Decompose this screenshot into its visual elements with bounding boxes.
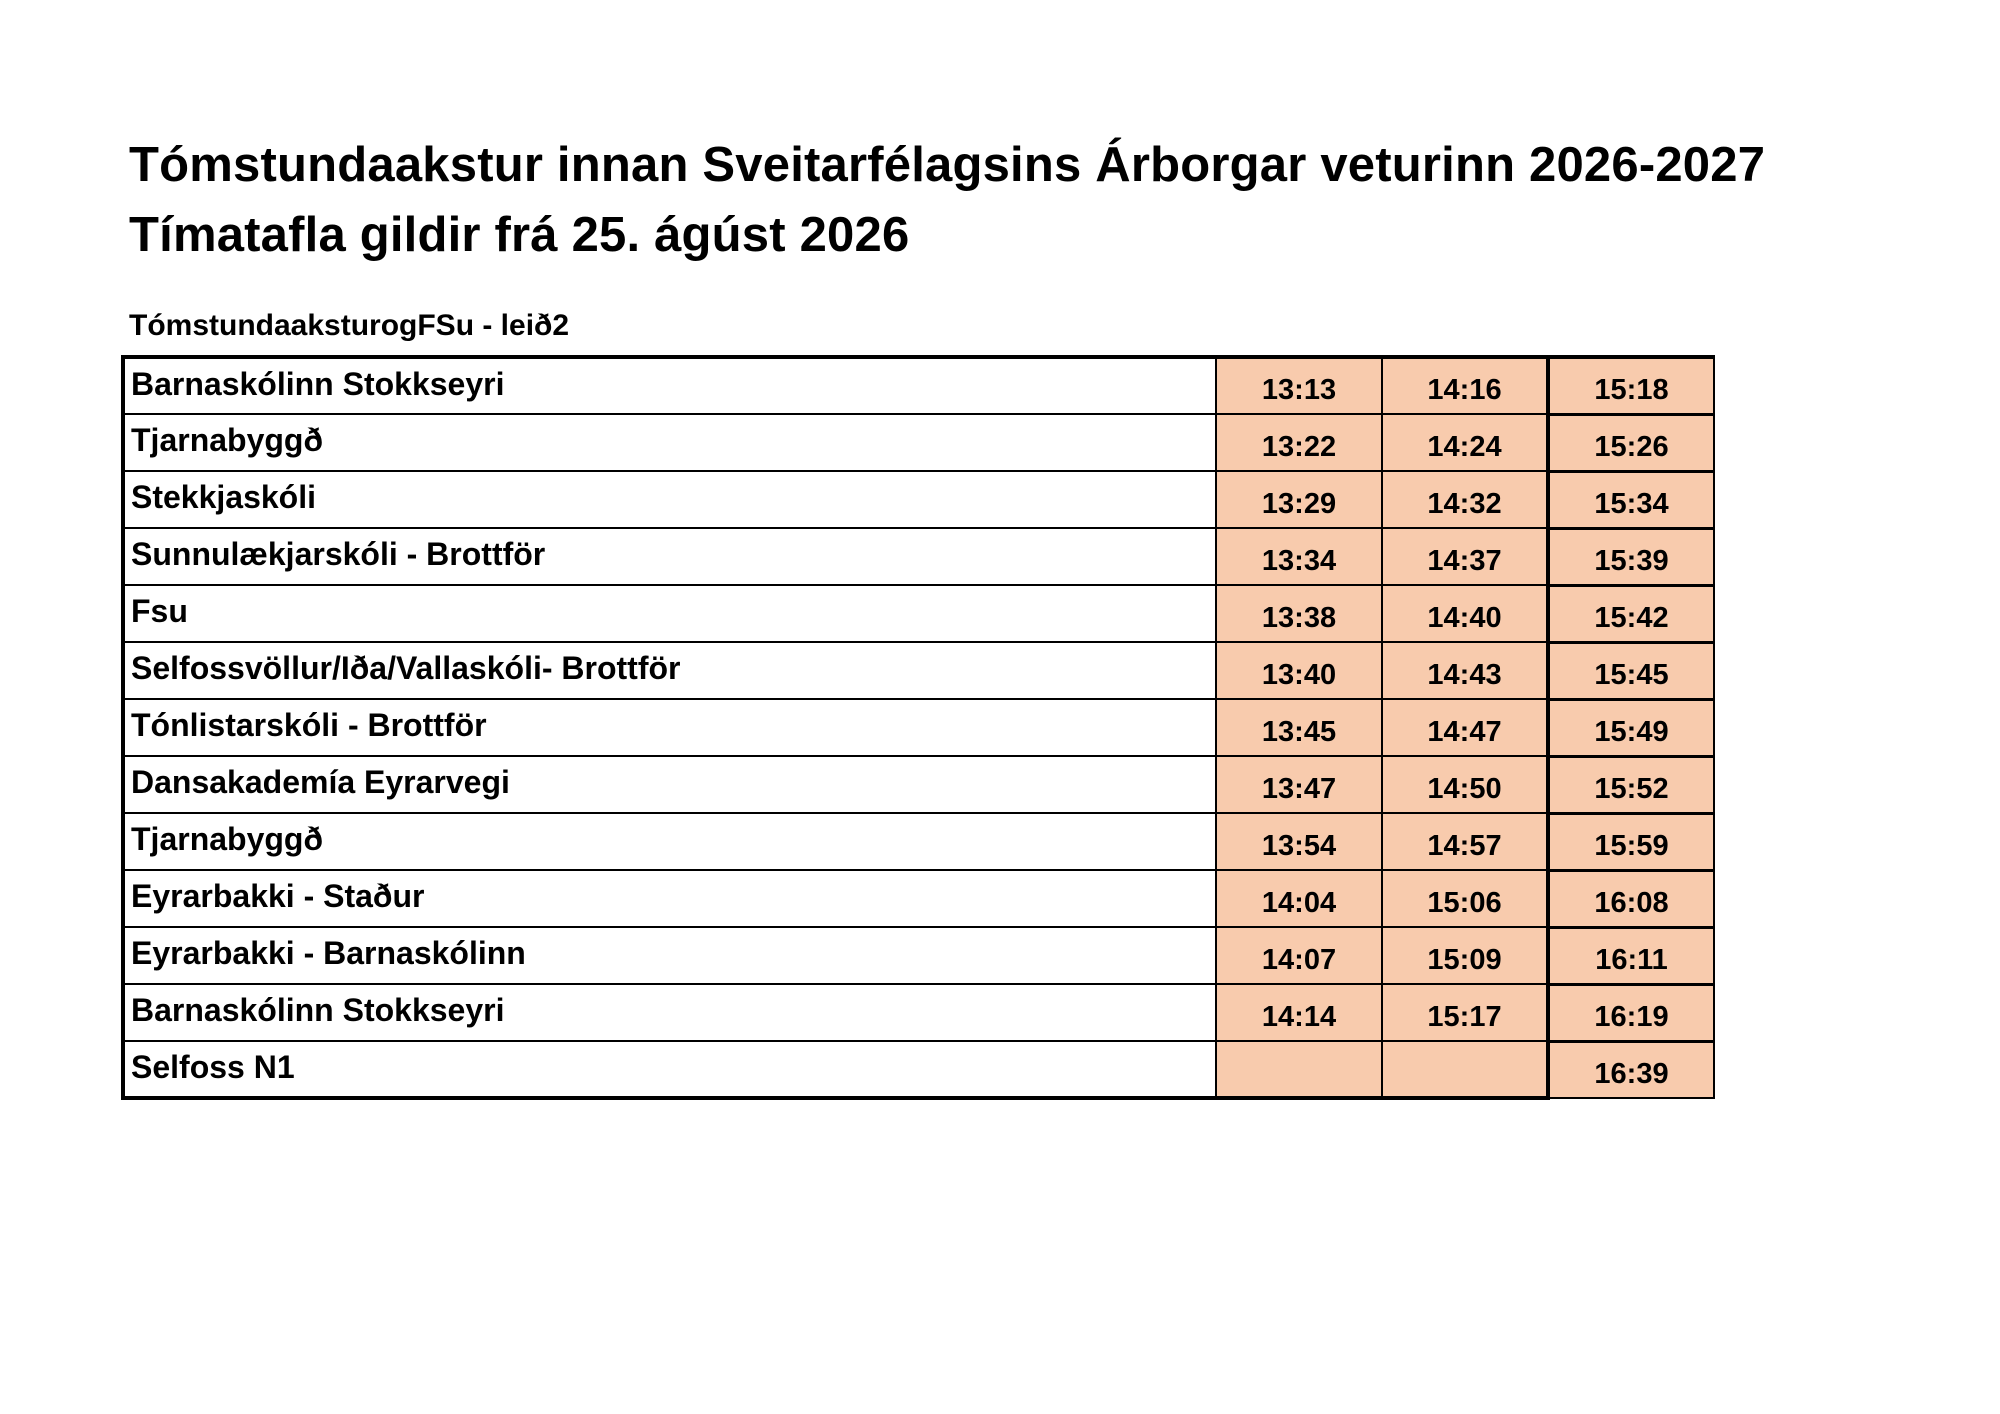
- departure-time-cell: 15:39: [1548, 528, 1714, 585]
- departure-time-cell: 14:07: [1216, 927, 1382, 984]
- stop-name-cell: Selfoss N1: [123, 1041, 1216, 1098]
- timetable: [121, 355, 1715, 1100]
- stop-name-cell: Barnaskólinn Stokkseyri: [123, 357, 1216, 414]
- departure-time-cell: 16:11: [1548, 927, 1714, 984]
- stop-name-cell: Fsu: [123, 585, 1216, 642]
- departure-time-cell: [1216, 1041, 1382, 1098]
- table-row: [123, 813, 1714, 870]
- table-row: [123, 642, 1714, 699]
- departure-time-cell: 14:57: [1382, 813, 1548, 870]
- title-line-1: Tómstundaakstur innan Sveitarfélagsins Árborgar veturinn 2026-2027: [129, 138, 1766, 192]
- departure-time-cell: 13:54: [1216, 813, 1382, 870]
- table-row: [123, 927, 1714, 984]
- departure-time-cell: 16:19: [1548, 984, 1714, 1041]
- departure-time-cell: 16:08: [1548, 870, 1714, 927]
- stop-name-cell: Sunnulækjarskóli - Brottför: [123, 528, 1216, 585]
- route-label: TómstundaaksturogFSu - leið2: [129, 309, 570, 342]
- departure-time-cell: 15:18: [1548, 357, 1714, 414]
- stop-name-cell: Eyrarbakki - Staður: [123, 870, 1216, 927]
- departure-time-cell: 15:34: [1548, 471, 1714, 528]
- stop-name-cell: Dansakademía Eyrarvegi: [123, 756, 1216, 813]
- stop-name-cell: Tjarnabyggð: [123, 414, 1216, 471]
- stop-name-cell: Selfossvöllur/Iða/Vallaskóli- Brottför: [123, 642, 1216, 699]
- departure-time-cell: 13:40: [1216, 642, 1382, 699]
- departure-time-cell: 13:13: [1216, 357, 1382, 414]
- departure-time-cell: 14:14: [1216, 984, 1382, 1041]
- table-row: [123, 699, 1714, 756]
- departure-time-cell: 15:17: [1382, 984, 1548, 1041]
- table-row: [123, 756, 1714, 813]
- departure-time-cell: 15:42: [1548, 585, 1714, 642]
- departure-time-cell: 15:26: [1548, 414, 1714, 471]
- departure-time-cell: [1382, 1041, 1548, 1098]
- departure-time-cell: 13:38: [1216, 585, 1382, 642]
- departure-time-cell: 15:45: [1548, 642, 1714, 699]
- departure-time-cell: 13:47: [1216, 756, 1382, 813]
- table-row: [123, 357, 1714, 414]
- stop-name-cell: Eyrarbakki - Barnaskólinn: [123, 927, 1216, 984]
- departure-time-cell: 13:29: [1216, 471, 1382, 528]
- departure-time-cell: 15:06: [1382, 870, 1548, 927]
- stop-name-cell: Tónlistarskóli - Brottför: [123, 699, 1216, 756]
- stop-name-cell: Barnaskólinn Stokkseyri: [123, 984, 1216, 1041]
- departure-time-cell: 14:04: [1216, 870, 1382, 927]
- table-row: [123, 984, 1714, 1041]
- departure-time-cell: 15:09: [1382, 927, 1548, 984]
- departure-time-cell: 14:24: [1382, 414, 1548, 471]
- title-line-2: Tímatafla gildir frá 25. ágúst 2026: [129, 208, 910, 262]
- departure-time-cell: 14:40: [1382, 585, 1548, 642]
- departure-time-cell: 13:34: [1216, 528, 1382, 585]
- departure-time-cell: 14:47: [1382, 699, 1548, 756]
- document-title: [129, 130, 1765, 270]
- departure-time-cell: 14:16: [1382, 357, 1548, 414]
- departure-time-cell: 15:49: [1548, 699, 1714, 756]
- stop-name-cell: Stekkjaskóli: [123, 471, 1216, 528]
- departure-time-cell: 14:43: [1382, 642, 1548, 699]
- departure-time-cell: 13:22: [1216, 414, 1382, 471]
- departure-time-cell: 15:59: [1548, 813, 1714, 870]
- table-row: [123, 528, 1714, 585]
- departure-time-cell: 14:50: [1382, 756, 1548, 813]
- stop-name-cell: Tjarnabyggð: [123, 813, 1216, 870]
- departure-time-cell: 16:39: [1548, 1041, 1714, 1098]
- table-row: [123, 585, 1714, 642]
- departure-time-cell: 14:32: [1382, 471, 1548, 528]
- departure-time-cell: 15:52: [1548, 756, 1714, 813]
- table-row: [123, 471, 1714, 528]
- departure-time-cell: 14:37: [1382, 528, 1548, 585]
- departure-time-cell: 13:45: [1216, 699, 1382, 756]
- table-row: [123, 870, 1714, 927]
- table-row: [123, 414, 1714, 471]
- table-row: [123, 1041, 1714, 1098]
